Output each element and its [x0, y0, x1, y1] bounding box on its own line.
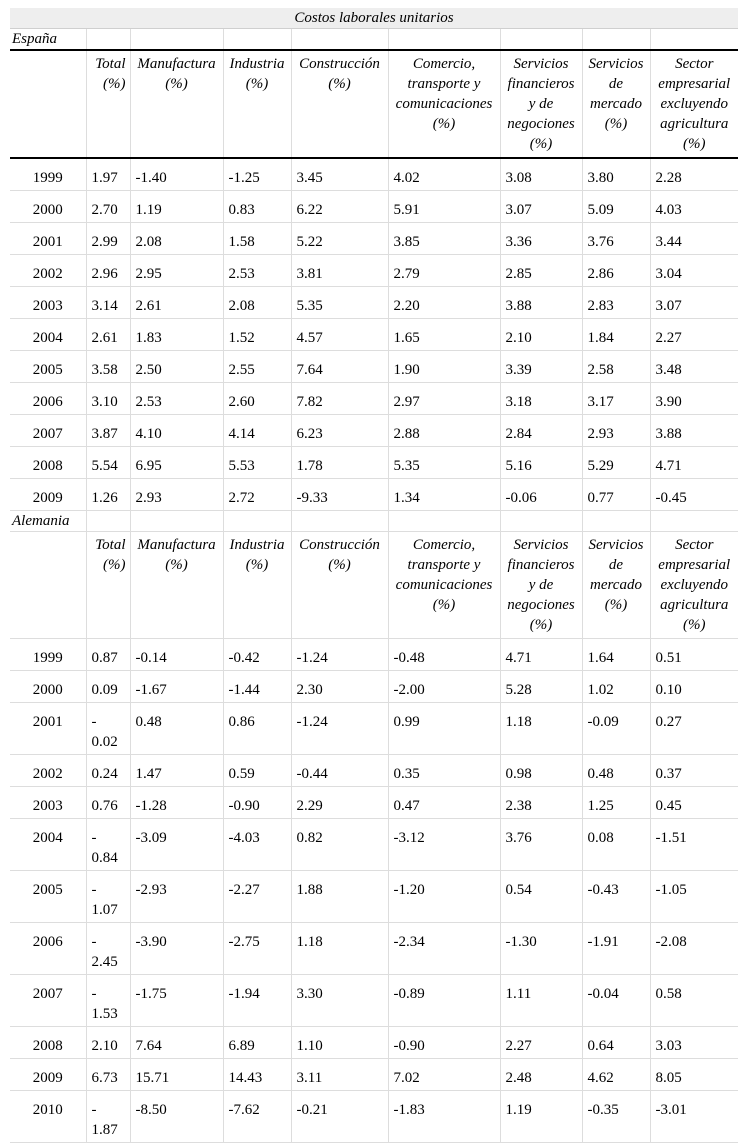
empty-cell [582, 511, 650, 532]
value-cell-construccion: 7.64 [291, 351, 388, 383]
value-cell-total: - 1.53 [86, 975, 130, 1027]
value-cell-total: - 2.45 [86, 923, 130, 975]
value-cell-total: 2.99 [86, 223, 130, 255]
year-cell: 2001 [10, 223, 86, 255]
value-cell-comercio: -3.12 [388, 819, 500, 871]
value-cell-total: 3.10 [86, 383, 130, 415]
column-header-construccion: Construcción (%) [291, 50, 388, 158]
value-cell-comercio: -1.20 [388, 871, 500, 923]
value-cell-industria: 2.53 [223, 255, 291, 287]
empty-cell [650, 511, 738, 532]
value-cell-total: 6.73 [86, 1059, 130, 1091]
column-header-servicios-mer: Servicios de mercado (%) [582, 50, 650, 158]
value-cell-construccion: 3.11 [291, 1059, 388, 1091]
value-cell-manufactura: 15.71 [130, 1059, 223, 1091]
value-cell-servicios-fin: 3.76 [500, 819, 582, 871]
value-cell-comercio: -0.89 [388, 975, 500, 1027]
value-cell-total: 0.76 [86, 787, 130, 819]
value-cell-industria: 2.72 [223, 479, 291, 511]
value-cell-manufactura: -1.75 [130, 975, 223, 1027]
value-cell-servicios-mer: 5.09 [582, 191, 650, 223]
value-cell-total: - 0.84 [86, 819, 130, 871]
year-cell: 2007 [10, 975, 86, 1027]
value-cell-comercio: -2.00 [388, 671, 500, 703]
value-cell-manufactura: 1.19 [130, 191, 223, 223]
value-cell-servicios-mer: 4.62 [582, 1059, 650, 1091]
value-cell-industria: 0.83 [223, 191, 291, 223]
value-cell-construccion: -1.24 [291, 639, 388, 671]
value-cell-construccion: 3.45 [291, 158, 388, 191]
value-cell-construccion: -0.21 [291, 1091, 388, 1143]
value-cell-servicios-mer: 1.64 [582, 639, 650, 671]
value-cell-industria: 2.55 [223, 351, 291, 383]
value-cell-construccion: -1.24 [291, 703, 388, 755]
empty-cell [86, 29, 130, 51]
value-cell-servicios-mer: 2.86 [582, 255, 650, 287]
empty-cell [130, 511, 223, 532]
value-cell-manufactura: 0.48 [130, 703, 223, 755]
column-header-total: Total (%) [86, 50, 130, 158]
value-cell-servicios-fin: 3.39 [500, 351, 582, 383]
value-cell-sector: -3.01 [650, 1091, 738, 1143]
value-cell-industria: 4.14 [223, 415, 291, 447]
value-cell-construccion: 3.81 [291, 255, 388, 287]
header-blank-cell [10, 50, 86, 158]
year-cell: 2000 [10, 191, 86, 223]
year-cell: 1999 [10, 158, 86, 191]
value-cell-servicios-fin: 2.10 [500, 319, 582, 351]
value-cell-industria: -0.42 [223, 639, 291, 671]
empty-cell [291, 511, 388, 532]
table-row [10, 1091, 738, 1143]
table-row [10, 158, 738, 191]
year-cell: 2003 [10, 787, 86, 819]
value-cell-servicios-fin: 2.27 [500, 1027, 582, 1059]
value-cell-construccion: 1.88 [291, 871, 388, 923]
year-cell: 2000 [10, 671, 86, 703]
year-cell: 1999 [10, 639, 86, 671]
value-cell-industria: 0.86 [223, 703, 291, 755]
value-cell-servicios-mer: 3.17 [582, 383, 650, 415]
value-cell-sector: 0.10 [650, 671, 738, 703]
table-row [10, 671, 738, 703]
column-header-construccion: Construcción (%) [291, 532, 388, 639]
year-cell: 2007 [10, 415, 86, 447]
column-header-sector: Sector empresarial excluyendo agricultura (%) [650, 532, 738, 639]
value-cell-comercio: 1.65 [388, 319, 500, 351]
value-cell-comercio: -1.83 [388, 1091, 500, 1143]
value-cell-manufactura: -8.50 [130, 1091, 223, 1143]
value-cell-manufactura: -2.93 [130, 871, 223, 923]
country-label: Alemania [10, 511, 86, 532]
value-cell-total: 1.26 [86, 479, 130, 511]
table-row [10, 383, 738, 415]
value-cell-manufactura: 2.95 [130, 255, 223, 287]
value-cell-total: 2.70 [86, 191, 130, 223]
value-cell-total: 2.61 [86, 319, 130, 351]
value-cell-construccion: 5.35 [291, 287, 388, 319]
value-cell-manufactura: 6.95 [130, 447, 223, 479]
value-cell-comercio: -0.90 [388, 1027, 500, 1059]
value-cell-comercio: 5.91 [388, 191, 500, 223]
value-cell-comercio: 4.02 [388, 158, 500, 191]
value-cell-total: - 1.07 [86, 871, 130, 923]
value-cell-servicios-mer: -0.43 [582, 871, 650, 923]
value-cell-construccion: 4.57 [291, 319, 388, 351]
year-cell: 2001 [10, 703, 86, 755]
value-cell-construccion: 6.23 [291, 415, 388, 447]
value-cell-construccion: -9.33 [291, 479, 388, 511]
value-cell-total: - 0.02 [86, 703, 130, 755]
value-cell-servicios-mer: 0.08 [582, 819, 650, 871]
value-cell-total: 2.96 [86, 255, 130, 287]
value-cell-construccion: 0.82 [291, 819, 388, 871]
value-cell-manufactura: 7.64 [130, 1027, 223, 1059]
value-cell-industria: -1.25 [223, 158, 291, 191]
value-cell-servicios-fin: -1.30 [500, 923, 582, 975]
empty-cell [582, 29, 650, 51]
value-cell-total: - 1.87 [86, 1091, 130, 1143]
value-cell-comercio: 7.02 [388, 1059, 500, 1091]
value-cell-industria: -7.62 [223, 1091, 291, 1143]
value-cell-total: 0.09 [86, 671, 130, 703]
value-cell-servicios-fin: 2.38 [500, 787, 582, 819]
value-cell-construccion: 5.22 [291, 223, 388, 255]
table-row [10, 755, 738, 787]
column-header-manufactura: Manufactura (%) [130, 50, 223, 158]
value-cell-servicios-fin: 3.18 [500, 383, 582, 415]
value-cell-comercio: 2.88 [388, 415, 500, 447]
value-cell-sector: 3.44 [650, 223, 738, 255]
table-row [10, 191, 738, 223]
country-row [10, 29, 738, 51]
value-cell-manufactura: 2.08 [130, 223, 223, 255]
labor-costs-table [10, 8, 738, 1143]
value-cell-comercio: 0.35 [388, 755, 500, 787]
value-cell-manufactura: -1.40 [130, 158, 223, 191]
value-cell-industria: -2.27 [223, 871, 291, 923]
value-cell-comercio: 2.79 [388, 255, 500, 287]
value-cell-manufactura: -1.67 [130, 671, 223, 703]
table-row [10, 223, 738, 255]
country-label: España [10, 29, 86, 51]
value-cell-manufactura: 2.53 [130, 383, 223, 415]
table-row [10, 923, 738, 975]
year-cell: 2002 [10, 755, 86, 787]
year-cell: 2003 [10, 287, 86, 319]
table-title: Costos laborales unitarios [10, 8, 738, 29]
value-cell-industria: 5.53 [223, 447, 291, 479]
year-cell: 2004 [10, 819, 86, 871]
value-cell-servicios-mer: 2.58 [582, 351, 650, 383]
column-header-industria: Industria (%) [223, 50, 291, 158]
value-cell-servicios-fin: -0.06 [500, 479, 582, 511]
value-cell-comercio: 3.85 [388, 223, 500, 255]
table-row [10, 351, 738, 383]
value-cell-manufactura: 2.61 [130, 287, 223, 319]
table-row [10, 415, 738, 447]
value-cell-sector: -2.08 [650, 923, 738, 975]
value-cell-servicios-mer: 0.77 [582, 479, 650, 511]
value-cell-servicios-fin: 3.07 [500, 191, 582, 223]
value-cell-sector: 2.27 [650, 319, 738, 351]
value-cell-sector: 0.37 [650, 755, 738, 787]
value-cell-total: 3.58 [86, 351, 130, 383]
table-row [10, 447, 738, 479]
value-cell-comercio: 1.34 [388, 479, 500, 511]
empty-cell [650, 29, 738, 51]
value-cell-sector: -0.45 [650, 479, 738, 511]
year-cell: 2009 [10, 479, 86, 511]
column-header-servicios-fin: Servicios financieros y de negociones (%) [500, 532, 582, 639]
value-cell-sector: 3.04 [650, 255, 738, 287]
year-cell: 2002 [10, 255, 86, 287]
value-cell-servicios-mer: 1.02 [582, 671, 650, 703]
value-cell-manufactura: 1.83 [130, 319, 223, 351]
column-header-servicios-mer: Servicios de mercado (%) [582, 532, 650, 639]
table-row [10, 819, 738, 871]
value-cell-comercio: 0.99 [388, 703, 500, 755]
value-cell-servicios-mer: 3.76 [582, 223, 650, 255]
value-cell-comercio: 0.47 [388, 787, 500, 819]
value-cell-industria: -4.03 [223, 819, 291, 871]
value-cell-construccion: 2.30 [291, 671, 388, 703]
value-cell-servicios-fin: 1.11 [500, 975, 582, 1027]
value-cell-construccion: -0.44 [291, 755, 388, 787]
year-cell: 2004 [10, 319, 86, 351]
year-cell: 2005 [10, 351, 86, 383]
value-cell-servicios-mer: -1.91 [582, 923, 650, 975]
value-cell-servicios-fin: 3.88 [500, 287, 582, 319]
empty-cell [291, 29, 388, 51]
table-row [10, 479, 738, 511]
value-cell-total: 0.87 [86, 639, 130, 671]
table-row [10, 1027, 738, 1059]
value-cell-sector: 3.03 [650, 1027, 738, 1059]
year-cell: 2008 [10, 447, 86, 479]
empty-cell [388, 29, 500, 51]
value-cell-servicios-mer: 2.93 [582, 415, 650, 447]
value-cell-manufactura: 1.47 [130, 755, 223, 787]
value-cell-sector: -1.51 [650, 819, 738, 871]
empty-cell [86, 511, 130, 532]
value-cell-servicios-fin: 1.18 [500, 703, 582, 755]
value-cell-industria: 6.89 [223, 1027, 291, 1059]
value-cell-sector: 4.03 [650, 191, 738, 223]
year-cell: 2010 [10, 1091, 86, 1143]
table-row [10, 287, 738, 319]
value-cell-servicios-fin: 0.54 [500, 871, 582, 923]
value-cell-servicios-fin: 5.16 [500, 447, 582, 479]
column-header-total: Total (%) [86, 532, 130, 639]
value-cell-servicios-fin: 2.84 [500, 415, 582, 447]
value-cell-manufactura: 2.93 [130, 479, 223, 511]
table-row [10, 1059, 738, 1091]
table-row [10, 319, 738, 351]
value-cell-servicios-mer: 1.25 [582, 787, 650, 819]
table-row [10, 975, 738, 1027]
empty-cell [500, 29, 582, 51]
value-cell-manufactura: -3.09 [130, 819, 223, 871]
value-cell-servicios-mer: 1.84 [582, 319, 650, 351]
column-header-row [10, 532, 738, 639]
value-cell-sector: 3.88 [650, 415, 738, 447]
value-cell-comercio: 5.35 [388, 447, 500, 479]
value-cell-construccion: 1.10 [291, 1027, 388, 1059]
value-cell-servicios-fin: 2.48 [500, 1059, 582, 1091]
value-cell-industria: 2.08 [223, 287, 291, 319]
column-header-comercio: Comercio, transporte y comunicaciones (%) [388, 50, 500, 158]
value-cell-comercio: 2.97 [388, 383, 500, 415]
empty-cell [223, 511, 291, 532]
value-cell-servicios-mer: -0.04 [582, 975, 650, 1027]
column-header-sector: Sector empresarial excluyendo agricultura (%) [650, 50, 738, 158]
value-cell-industria: 1.58 [223, 223, 291, 255]
value-cell-total: 3.87 [86, 415, 130, 447]
value-cell-sector: 4.71 [650, 447, 738, 479]
column-header-industria: Industria (%) [223, 532, 291, 639]
table-row [10, 255, 738, 287]
value-cell-servicios-mer: -0.35 [582, 1091, 650, 1143]
value-cell-servicios-mer: -0.09 [582, 703, 650, 755]
value-cell-total: 2.10 [86, 1027, 130, 1059]
table-row [10, 871, 738, 923]
value-cell-construccion: 1.78 [291, 447, 388, 479]
value-cell-industria: 14.43 [223, 1059, 291, 1091]
value-cell-sector: 3.48 [650, 351, 738, 383]
value-cell-manufactura: 2.50 [130, 351, 223, 383]
value-cell-comercio: -2.34 [388, 923, 500, 975]
value-cell-servicios-mer: 2.83 [582, 287, 650, 319]
value-cell-comercio: 2.20 [388, 287, 500, 319]
year-cell: 2008 [10, 1027, 86, 1059]
table-row [10, 787, 738, 819]
value-cell-industria: 0.59 [223, 755, 291, 787]
value-cell-sector: 2.28 [650, 158, 738, 191]
value-cell-servicios-fin: 5.28 [500, 671, 582, 703]
empty-cell [388, 511, 500, 532]
year-cell: 2006 [10, 923, 86, 975]
value-cell-manufactura: 4.10 [130, 415, 223, 447]
value-cell-servicios-fin: 1.19 [500, 1091, 582, 1143]
value-cell-sector: 0.51 [650, 639, 738, 671]
value-cell-servicios-mer: 5.29 [582, 447, 650, 479]
value-cell-construccion: 3.30 [291, 975, 388, 1027]
column-header-row [10, 50, 738, 158]
value-cell-sector: 0.58 [650, 975, 738, 1027]
value-cell-industria: -1.94 [223, 975, 291, 1027]
value-cell-industria: 1.52 [223, 319, 291, 351]
table-row [10, 639, 738, 671]
value-cell-servicios-fin: 4.71 [500, 639, 582, 671]
value-cell-sector: -1.05 [650, 871, 738, 923]
year-cell: 2009 [10, 1059, 86, 1091]
value-cell-total: 0.24 [86, 755, 130, 787]
value-cell-construccion: 7.82 [291, 383, 388, 415]
value-cell-manufactura: -0.14 [130, 639, 223, 671]
header-blank-cell [10, 532, 86, 639]
table-row [10, 703, 738, 755]
value-cell-sector: 3.07 [650, 287, 738, 319]
value-cell-industria: -2.75 [223, 923, 291, 975]
title-row [10, 8, 738, 29]
value-cell-construccion: 6.22 [291, 191, 388, 223]
value-cell-servicios-mer: 0.64 [582, 1027, 650, 1059]
empty-cell [130, 29, 223, 51]
empty-cell [500, 511, 582, 532]
value-cell-sector: 3.90 [650, 383, 738, 415]
value-cell-comercio: -0.48 [388, 639, 500, 671]
value-cell-industria: -0.90 [223, 787, 291, 819]
year-cell: 2005 [10, 871, 86, 923]
table-container [10, 8, 738, 1143]
value-cell-sector: 0.45 [650, 787, 738, 819]
value-cell-total: 5.54 [86, 447, 130, 479]
value-cell-servicios-fin: 2.85 [500, 255, 582, 287]
empty-cell [223, 29, 291, 51]
year-cell: 2006 [10, 383, 86, 415]
value-cell-manufactura: -1.28 [130, 787, 223, 819]
value-cell-servicios-mer: 0.48 [582, 755, 650, 787]
value-cell-industria: -1.44 [223, 671, 291, 703]
value-cell-servicios-fin: 0.98 [500, 755, 582, 787]
value-cell-construccion: 1.18 [291, 923, 388, 975]
value-cell-manufactura: -3.90 [130, 923, 223, 975]
value-cell-comercio: 1.90 [388, 351, 500, 383]
column-header-comercio: Comercio, transporte y comunicaciones (%) [388, 532, 500, 639]
column-header-manufactura: Manufactura (%) [130, 532, 223, 639]
value-cell-industria: 2.60 [223, 383, 291, 415]
value-cell-servicios-mer: 3.80 [582, 158, 650, 191]
country-row [10, 511, 738, 532]
value-cell-sector: 0.27 [650, 703, 738, 755]
value-cell-construccion: 2.29 [291, 787, 388, 819]
value-cell-total: 3.14 [86, 287, 130, 319]
column-header-servicios-fin: Servicios financieros y de negociones (%) [500, 50, 582, 158]
value-cell-servicios-fin: 3.36 [500, 223, 582, 255]
value-cell-total: 1.97 [86, 158, 130, 191]
value-cell-sector: 8.05 [650, 1059, 738, 1091]
value-cell-servicios-fin: 3.08 [500, 158, 582, 191]
